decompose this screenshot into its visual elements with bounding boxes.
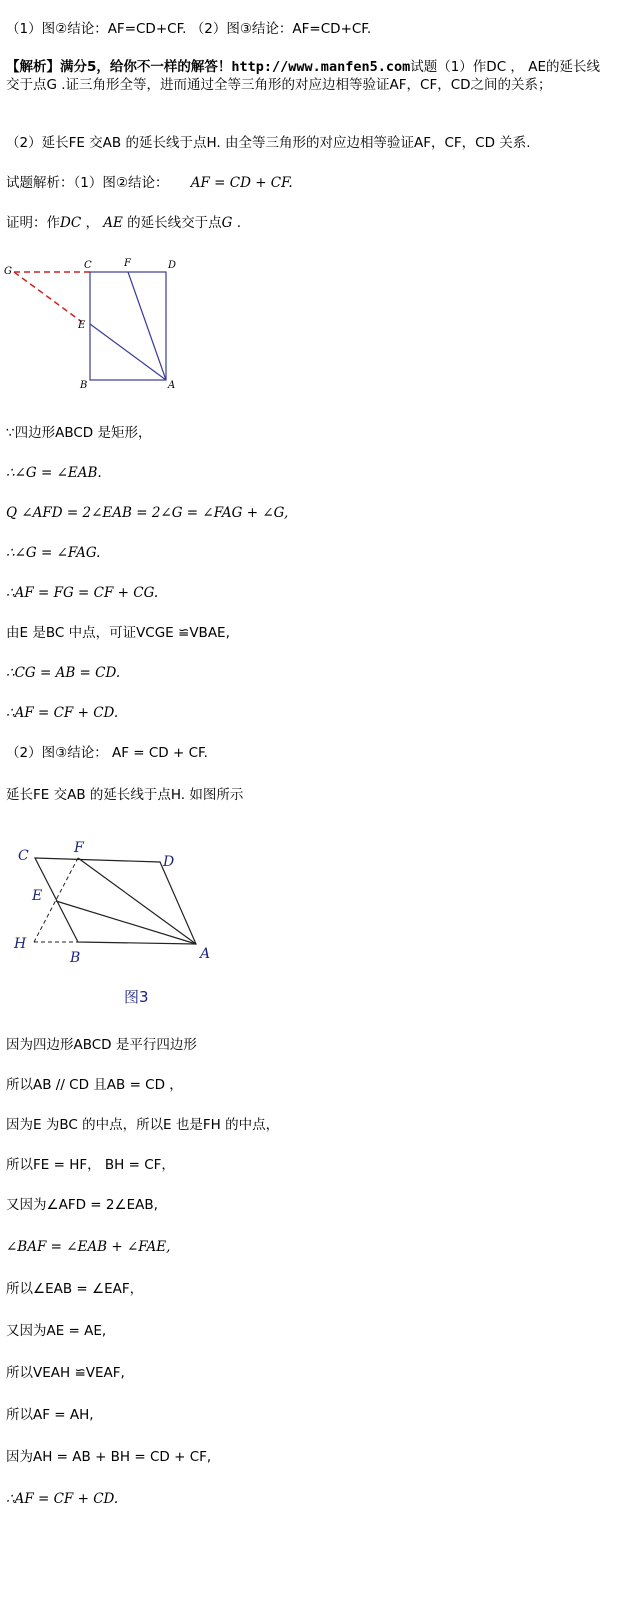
proof-end: . <box>232 215 242 231</box>
part2-extend: 延长FE 交AB 的延长线于点H. 如图所示 <box>6 787 244 803</box>
label-c: C <box>18 848 29 864</box>
step-line: ∵四边形ABCD 是矩形， <box>6 425 152 441</box>
label-a: A <box>200 946 211 962</box>
answer-summary: （1）图②结论：AF=CD+CF. （2）图③结论：AF=CD+CF. <box>6 21 372 37</box>
label-b: B <box>70 950 81 966</box>
solution-intro <box>6 174 622 192</box>
step-line: Q ∠AFD = 2∠EAB = 2∠G = ∠FAG + ∠G, <box>6 505 289 521</box>
proof-suffix: 的延长线交于点 <box>122 215 222 231</box>
step-line: 因为四边形ABCD 是平行四边形 <box>6 1037 197 1053</box>
step-line: ∴∠G = ∠FAG. <box>6 545 101 561</box>
analysis-text-1: 试题（1）作DC ， AE的延长线交于点G .证三角形全等，进而通过全等三角形的对应边相等验证AF，CF，CD之间的关系； <box>6 59 600 93</box>
label-e: E <box>32 888 43 904</box>
label-g: G <box>4 266 12 277</box>
label-a: A <box>168 380 176 391</box>
proof-mid: ， <box>81 215 104 231</box>
step-line: 所以∠EAB = ∠EAF， <box>6 1281 144 1297</box>
label-e: E <box>78 320 86 331</box>
step-line: ∴AF = FG = CF + CG. <box>6 585 159 601</box>
label-d: D <box>163 854 175 870</box>
dashed-line-ge <box>14 272 82 322</box>
figure-3-parallelogram <box>0 830 230 970</box>
proof-math-dc: DC <box>60 215 82 231</box>
label-c: C <box>84 260 92 271</box>
parallelogram-abcd <box>35 858 196 944</box>
figure-2-rectangle <box>0 252 200 402</box>
proof-prefix: 证明：作 <box>6 215 60 231</box>
step-line: 所以VEAH ≌VEAF, <box>6 1365 125 1381</box>
analysis-block <box>6 58 606 94</box>
step-line: 因为E 为BC 的中点，所以E 也是FH 的中点， <box>6 1117 280 1133</box>
step-line: ∠BAF = ∠EAB + ∠FAE, <box>6 1239 171 1255</box>
label-f: F <box>124 258 131 269</box>
analysis-label: 【解析】满分5，给你不一样的解答！ <box>6 59 232 75</box>
proof-math-ae: AE <box>103 215 123 231</box>
step-line: ∴CG = AB = CD. <box>6 665 121 681</box>
label-b: B <box>80 380 88 391</box>
step-line: ∴∠G = ∠EAB. <box>6 465 102 481</box>
solution-intro-math: AF = CD + CF. <box>190 175 293 191</box>
rectangle-abcd <box>90 272 166 380</box>
step-line: ∴AF = CF + CD. <box>6 705 119 721</box>
segment-ea <box>56 901 196 944</box>
segment-fa <box>128 272 166 380</box>
label-d: D <box>168 260 177 271</box>
analysis-text-2: （2）延长FE 交AB 的延长线于点H. 由全等三角形的对应边相等验证AF，CF，CD 关系. <box>6 135 531 151</box>
proof-setup <box>6 214 622 232</box>
step-line: 又因为AE = AE, <box>6 1323 107 1339</box>
step-line: 所以AB // CD 且AB = CD ， <box>6 1077 183 1093</box>
step-line: 所以AF = AH, <box>6 1407 94 1423</box>
step-line: 由E 是BC 中点，可证VCGE ≌VBAE, <box>6 625 230 641</box>
segment-ea <box>90 324 166 380</box>
solution-intro-text: 试题解析：（1）图②结论： <box>6 175 169 191</box>
proof-math-g: G <box>221 215 233 231</box>
step-line: ∴AF = CF + CD. <box>6 1491 119 1507</box>
part2-conclusion: （2）图③结论： AF = CD + CF. <box>6 745 208 761</box>
step-line: 所以FE = HF， BH = CF， <box>6 1157 175 1173</box>
step-line: 又因为∠AFD = 2∠EAB, <box>6 1197 158 1213</box>
label-h: H <box>14 936 27 952</box>
segment-fa <box>78 858 196 944</box>
step-line: 因为AH = AB + BH = CD + CF, <box>6 1449 212 1465</box>
figure-3-caption: 图3 <box>124 988 149 1006</box>
analysis-url[interactable]: http://www.manfen5.com <box>231 59 411 75</box>
label-f: F <box>74 840 84 856</box>
